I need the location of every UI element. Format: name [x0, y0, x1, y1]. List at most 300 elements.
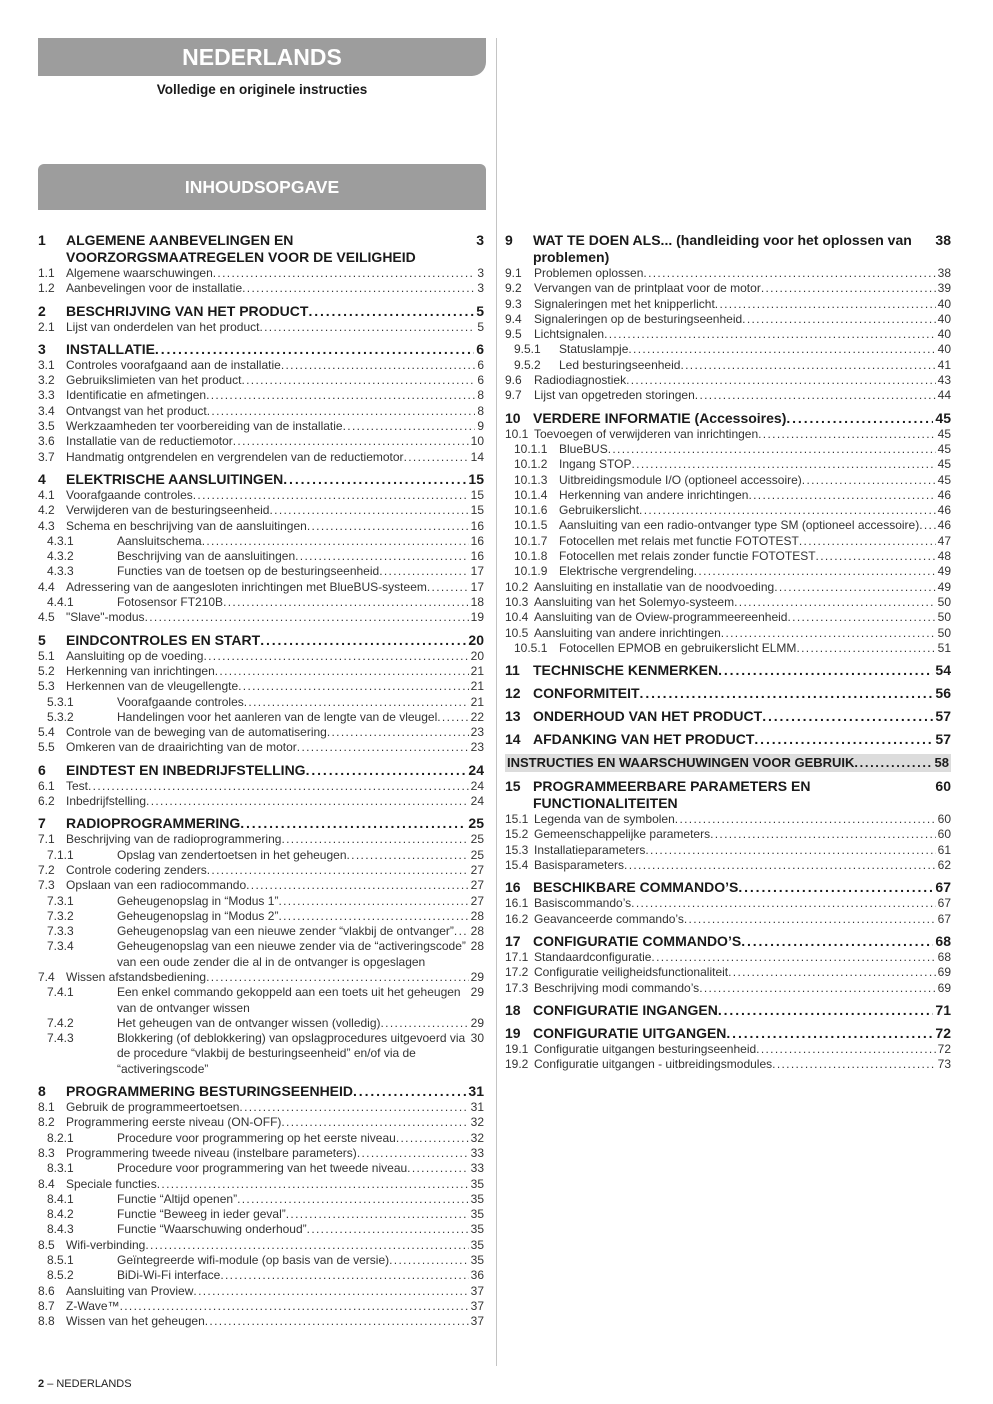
dot-leader — [694, 564, 936, 579]
toc-line — [66, 740, 484, 755]
dot-leader — [799, 534, 936, 549]
dot-leader — [802, 473, 936, 488]
dot-leader — [762, 708, 933, 725]
toc-page-number: 37 — [470, 1314, 484, 1329]
toc-section[interactable] — [38, 815, 484, 1077]
toc-text: CONFORMITEIT — [533, 685, 640, 702]
toc-entry-number: 10.1.8 — [514, 549, 548, 564]
toc-entry[interactable] — [38, 878, 484, 893]
toc-text: Lijst van opgetreden storingen — [534, 388, 695, 403]
toc-entry[interactable] — [505, 858, 951, 873]
toc-entry-number: 7.4.2 — [47, 1015, 74, 1030]
toc-section[interactable] — [505, 685, 951, 702]
toc-text: Gebruikslimieten van het product — [66, 373, 242, 388]
toc-entry-number: 9.4 — [505, 311, 522, 326]
toc-page-number: 3 — [477, 281, 484, 296]
toc-entry[interactable] — [38, 450, 484, 465]
dot-leader — [758, 427, 936, 442]
toc-section-heading[interactable] — [38, 815, 484, 832]
toc-entry[interactable] — [38, 1238, 484, 1253]
toc-page-number: 38 — [937, 266, 951, 280]
toc-entry[interactable] — [38, 1268, 484, 1283]
user-instructions-heading[interactable] — [505, 754, 951, 772]
toc-page-number: 27 — [470, 878, 484, 893]
toc-entry[interactable] — [505, 1042, 951, 1057]
toc-entry-number: 3.7 — [38, 449, 55, 464]
toc-entry[interactable] — [38, 610, 484, 625]
toc-entry[interactable] — [38, 894, 484, 909]
toc-line — [66, 632, 484, 649]
toc-entry[interactable] — [38, 1131, 484, 1146]
toc-text: Identificatie en afmetingen — [66, 388, 207, 403]
toc-entry[interactable] — [38, 1284, 484, 1299]
toc-section-heading[interactable] — [505, 410, 951, 427]
toc-entry[interactable] — [38, 1161, 484, 1176]
dot-leader — [281, 832, 468, 847]
toc-section-heading[interactable] — [38, 341, 484, 358]
toc-line — [66, 303, 484, 320]
toc-right-column — [505, 232, 951, 1078]
toc-page-number: 50 — [937, 610, 951, 625]
toc-page-number: 10 — [470, 434, 484, 449]
toc-entry[interactable] — [505, 373, 951, 388]
toc-text: INSTALLATIE — [66, 340, 155, 357]
toc-page-number: 15 — [470, 487, 484, 502]
toc-section[interactable] — [38, 1083, 484, 1329]
toc-section[interactable] — [505, 1025, 951, 1073]
toc-section[interactable] — [505, 410, 951, 656]
toc-section-heading[interactable] — [505, 662, 951, 679]
toc-text: Installatieparameters — [534, 842, 646, 857]
toc-entry[interactable] — [38, 1207, 484, 1222]
toc-entry-number: 16.2 — [505, 911, 529, 926]
toc-section-heading[interactable] — [505, 933, 951, 950]
toc-section-heading[interactable] — [505, 1025, 951, 1042]
toc-entry-number: 9.7 — [505, 388, 522, 403]
toc-line — [66, 320, 484, 335]
toc-page-number: 50 — [937, 625, 951, 640]
toc-page-number: 40 — [937, 296, 951, 311]
toc-page-number: 45 — [937, 441, 951, 456]
column-divider — [496, 38, 497, 1366]
toc-line — [534, 297, 951, 312]
toc-entry[interactable] — [38, 1016, 484, 1031]
toc-text: Geheugenopslag in “Modus 1” — [117, 893, 279, 908]
toc-text: Handmatig ontgrendelen en vergrendelen van de reductiemotor — [66, 449, 404, 464]
toc-page-number: 35 — [470, 1237, 484, 1252]
toc-text: Aansluiting van Proview — [66, 1283, 194, 1298]
toc-entry[interactable] — [505, 981, 951, 996]
toc-line — [559, 503, 951, 518]
toc-entry[interactable] — [505, 564, 951, 579]
dot-leader — [283, 471, 466, 488]
toc-text: Aanbevelingen voor de installatie — [66, 281, 243, 296]
toc-entry[interactable] — [505, 388, 951, 403]
toc-entry[interactable] — [38, 595, 484, 610]
toc-section-heading[interactable] — [505, 685, 951, 702]
toc-entry-number: 10.1.4 — [514, 487, 548, 502]
toc-line — [66, 580, 484, 595]
toc-page-number: 45 — [937, 426, 951, 441]
toc-entry-number: 9.5.1 — [514, 342, 541, 357]
toc-section[interactable] — [38, 632, 484, 756]
toc-line — [117, 549, 484, 564]
toc-line — [66, 649, 484, 664]
toc-text: CONFIGURATIE COMMANDO’S — [533, 932, 742, 949]
toc-entry-number: 8.5.1 — [47, 1253, 74, 1268]
toc-entry[interactable] — [38, 1031, 484, 1077]
toc-text: Basisparameters — [534, 858, 625, 873]
dot-leader — [632, 457, 936, 472]
dot-leader — [738, 879, 933, 896]
toc-line — [559, 442, 951, 457]
toc-text: Basiscommando’s — [534, 896, 632, 911]
toc-section[interactable] — [505, 1002, 951, 1019]
dot-leader — [203, 649, 468, 664]
toc-text: Handelingen voor het aanleren van de lengte van de vleugel — [117, 709, 438, 724]
toc-section-number: 12 — [505, 685, 521, 702]
toc-entry[interactable] — [505, 488, 951, 503]
toc-entry[interactable] — [505, 518, 951, 533]
toc-section[interactable] — [505, 731, 951, 748]
dot-leader — [239, 1100, 468, 1115]
toc-text: Het geheugen van de ontvanger wissen (volledig) — [117, 1015, 381, 1030]
toc-entry-number: 5.3 — [38, 679, 55, 694]
dot-leader — [772, 1057, 935, 1072]
toc-text: Geheugenopslag in “Modus 2” — [117, 908, 279, 923]
toc-text: Herkenning van andere inrichtingen — [559, 487, 749, 502]
toc-text: Procedure voor programmering op het eerste niveau — [117, 1130, 396, 1145]
toc-page-number: 61 — [937, 842, 951, 857]
toc-line — [559, 358, 951, 373]
toc-entry[interactable] — [38, 779, 484, 794]
toc-text: TECHNISCHE KENMERKEN — [533, 662, 719, 679]
toc-section[interactable] — [38, 471, 484, 626]
toc-entry[interactable] — [38, 388, 484, 403]
toc-page-number: 60 — [937, 812, 951, 827]
toc-line — [534, 388, 951, 403]
toc-page-number: 58 — [934, 755, 949, 771]
toc-entry-number: 3.2 — [38, 373, 55, 388]
toc-page-number: 6 — [476, 340, 484, 357]
toc-entry[interactable] — [505, 281, 951, 296]
toc-section-heading[interactable] — [505, 879, 951, 896]
toc-page-number: 28 — [470, 924, 484, 939]
toc-section-heading[interactable] — [38, 232, 484, 266]
dot-leader — [715, 297, 936, 312]
toc-entry[interactable] — [505, 626, 951, 641]
toc-entry[interactable] — [38, 985, 484, 1016]
toc-entry-number: 7.2 — [38, 862, 55, 877]
dot-leader — [244, 695, 469, 710]
toc-entry[interactable] — [38, 1299, 484, 1314]
toc-text: Procedure voor programmering van het tweede niveau — [117, 1161, 408, 1176]
toc-section-heading[interactable] — [505, 1002, 951, 1019]
toc-section-heading[interactable] — [505, 731, 951, 748]
toc-entry[interactable] — [505, 827, 951, 842]
dot-leader — [120, 1299, 469, 1314]
toc-entry-number: 7.4.3 — [47, 1031, 74, 1046]
toc-entry-number: 8.3 — [38, 1145, 55, 1160]
dot-leader — [675, 812, 936, 827]
toc-page-number: 29 — [470, 985, 484, 1000]
toc-line — [559, 342, 951, 357]
toc-entry[interactable] — [505, 812, 951, 827]
toc-entry[interactable] — [38, 419, 484, 434]
toc-line — [533, 232, 951, 266]
toc-entry[interactable] — [505, 297, 951, 312]
toc-entry-number: 9.6 — [505, 373, 522, 388]
toc-entry[interactable] — [505, 266, 951, 281]
toc-section-heading[interactable] — [505, 232, 951, 266]
toc-entry[interactable] — [38, 1146, 484, 1161]
toc-page-number: 40 — [937, 327, 951, 342]
toc-text: Z-Wave™ — [66, 1298, 120, 1313]
toc-text: BlueBUS — [559, 441, 608, 456]
toc-section[interactable] — [505, 879, 951, 927]
toc-entry-number: 4.2 — [38, 503, 55, 518]
toc-entry[interactable] — [505, 580, 951, 595]
toc-page-number: 67 — [935, 879, 951, 896]
toc-entry[interactable] — [38, 488, 484, 503]
toc-section[interactable] — [505, 933, 951, 996]
toc-text: Toevoegen of verwijderen van inrichtingen — [534, 426, 759, 441]
toc-entry[interactable] — [505, 457, 951, 472]
toc-entry[interactable] — [38, 832, 484, 847]
toc-entry[interactable] — [505, 549, 951, 564]
toc-entry-number: 8.7 — [38, 1298, 55, 1313]
toc-line — [66, 610, 484, 625]
toc-entry[interactable] — [38, 863, 484, 878]
toc-entry[interactable] — [505, 912, 951, 927]
toc-section-heading[interactable] — [505, 778, 951, 812]
toc-text: Fotosensor FT210B — [117, 595, 224, 610]
toc-entry[interactable] — [505, 442, 951, 457]
toc-page-number: 71 — [935, 1001, 951, 1018]
toc-banner — [38, 164, 486, 210]
toc-section[interactable] — [505, 778, 951, 873]
dot-leader — [608, 442, 936, 457]
toc-entry[interactable] — [38, 710, 484, 725]
toc-entry[interactable] — [38, 434, 484, 449]
toc-entry[interactable] — [38, 970, 484, 985]
toc-entry[interactable] — [38, 664, 484, 679]
toc-page-number: 45 — [937, 472, 951, 487]
toc-entry[interactable] — [38, 549, 484, 564]
toc-entry-number: 8.8 — [38, 1314, 55, 1329]
dot-leader — [640, 685, 934, 702]
toc-entry-number: 4.1 — [38, 487, 55, 502]
toc-text: Test — [66, 778, 89, 793]
toc-page-number: 31 — [468, 1083, 484, 1100]
dot-leader — [202, 534, 469, 549]
dot-leader — [756, 1042, 935, 1057]
toc-entry[interactable] — [505, 427, 951, 442]
toc-entry-number: 8.2 — [38, 1115, 55, 1130]
toc-entry[interactable] — [38, 564, 484, 579]
toc-entry[interactable] — [38, 320, 484, 335]
toc-entry-number: 8.5.2 — [47, 1268, 74, 1283]
toc-line — [66, 779, 484, 794]
toc-entry[interactable] — [38, 266, 484, 281]
toc-section-heading[interactable] — [38, 303, 484, 320]
dot-leader — [259, 320, 475, 335]
toc-entry-number: 6.1 — [38, 778, 55, 793]
toc-entry[interactable] — [505, 641, 951, 656]
toc-entry-number: 3.6 — [38, 434, 55, 449]
dot-leader — [193, 1284, 468, 1299]
toc-entry[interactable] — [38, 1192, 484, 1207]
toc-entry[interactable] — [38, 909, 484, 924]
toc-entry[interactable] — [505, 950, 951, 965]
toc-entry[interactable] — [38, 519, 484, 534]
toc-entry-number: 8.2.1 — [47, 1130, 74, 1145]
toc-section-heading[interactable] — [38, 632, 484, 649]
dot-leader — [145, 610, 469, 625]
toc-line — [533, 410, 951, 427]
toc-section[interactable] — [505, 708, 951, 725]
toc-text: ONDERHOUD VAN HET PRODUCT — [533, 708, 763, 725]
toc-entry[interactable] — [38, 534, 484, 549]
toc-section[interactable] — [38, 762, 484, 810]
toc-entry-number: 4.3.1 — [47, 533, 74, 548]
toc-section-number: 7 — [38, 815, 46, 832]
dot-leader — [205, 1314, 469, 1329]
toc-entry-number: 5.5 — [38, 740, 55, 755]
toc-section-heading[interactable] — [38, 471, 484, 488]
dot-leader — [260, 632, 466, 649]
toc-entry-number: 8.4.2 — [47, 1207, 74, 1222]
toc-page-number: 5 — [477, 319, 484, 334]
toc-entry[interactable] — [505, 312, 951, 327]
toc-section-heading[interactable] — [38, 1083, 484, 1100]
dot-leader — [207, 863, 469, 878]
dot-leader — [454, 924, 469, 939]
toc-entry[interactable] — [505, 358, 951, 373]
toc-entry[interactable] — [38, 924, 484, 939]
toc-line — [66, 503, 484, 518]
toc-line — [534, 843, 951, 858]
toc-section[interactable] — [505, 232, 951, 404]
toc-text: Omkeren van de draairichting van de motor — [66, 740, 297, 755]
toc-page-number: 25 — [470, 832, 484, 847]
toc-left-column — [38, 232, 484, 1336]
toc-entry[interactable] — [38, 939, 484, 970]
toc-line — [66, 358, 484, 373]
toc-entry[interactable] — [505, 595, 951, 610]
toc-entry[interactable] — [38, 281, 484, 296]
dot-leader — [381, 1016, 469, 1031]
dot-leader — [645, 843, 935, 858]
toc-entry[interactable] — [505, 327, 951, 342]
toc-line — [534, 950, 951, 965]
toc-page-number: 36 — [470, 1268, 484, 1283]
toc-entry[interactable] — [505, 473, 951, 488]
toc-entry[interactable] — [38, 1314, 484, 1329]
toc-entry[interactable] — [38, 580, 484, 595]
toc-line — [117, 1192, 484, 1207]
toc-entry-number: 7.3.3 — [47, 924, 74, 939]
toc-page-number: 28 — [470, 908, 484, 923]
dot-leader — [206, 970, 469, 985]
toc-line — [117, 1207, 484, 1222]
dot-leader — [854, 754, 932, 772]
toc-entry[interactable] — [38, 373, 484, 388]
toc-text: Gemeenschappelijke parameters — [534, 827, 711, 842]
dot-leader — [307, 1222, 469, 1237]
toc-section-heading[interactable] — [505, 708, 951, 725]
toc-line — [559, 473, 951, 488]
toc-section-heading[interactable] — [38, 762, 484, 779]
toc-entry[interactable] — [505, 342, 951, 357]
toc-line — [66, 388, 484, 403]
toc-line — [559, 534, 951, 549]
toc-page-number: 46 — [937, 518, 951, 533]
toc-entry[interactable] — [505, 1057, 951, 1072]
toc-entry[interactable] — [38, 848, 484, 863]
dot-leader — [327, 725, 469, 740]
dot-leader — [427, 580, 469, 595]
dot-leader — [88, 779, 469, 794]
toc-entry[interactable] — [38, 695, 484, 710]
toc-entry[interactable] — [38, 1177, 484, 1192]
toc-entry-number: 9.2 — [505, 281, 522, 296]
toc-entry[interactable] — [505, 965, 951, 980]
toc-entry[interactable] — [38, 725, 484, 740]
toc-entry[interactable] — [38, 404, 484, 419]
toc-entry[interactable] — [505, 534, 951, 549]
toc-entry[interactable] — [38, 1222, 484, 1237]
toc-entry[interactable] — [38, 1253, 484, 1268]
toc-entry[interactable] — [38, 1100, 484, 1115]
toc-text: ELEKTRISCHE AANSLUITINGEN — [66, 470, 284, 487]
toc-entry[interactable] — [38, 794, 484, 809]
toc-page-number: 68 — [937, 949, 951, 964]
toc-text: ALGEMENE AANBEVELINGEN EN VOORZORGSMAATREGELEN VOOR DE VEILIGHEID — [66, 232, 416, 265]
toc-section-number: 16 — [505, 879, 521, 896]
toc-section[interactable] — [38, 232, 484, 297]
toc-section[interactable] — [505, 662, 951, 679]
toc-entry[interactable] — [505, 610, 951, 625]
toc-entry[interactable] — [38, 1115, 484, 1130]
toc-section[interactable] — [38, 303, 484, 335]
toc-entry[interactable] — [505, 896, 951, 911]
toc-page-number: 50 — [937, 594, 951, 609]
toc-line — [559, 564, 951, 579]
toc-page-number: 56 — [935, 685, 951, 702]
toc-text: Statuslampje — [559, 342, 629, 357]
toc-line — [559, 488, 951, 503]
dot-leader — [213, 266, 476, 281]
toc-entry[interactable] — [505, 503, 951, 518]
toc-entry[interactable] — [38, 649, 484, 664]
toc-page-number: 35 — [470, 1176, 484, 1191]
dot-leader — [240, 815, 466, 832]
toc-page-number: 69 — [937, 965, 951, 980]
toc-entry[interactable] — [38, 740, 484, 755]
toc-line — [534, 1042, 951, 1057]
toc-text: Blokkering (of deblokkering) van opslagprocedures uitgevoerd via de procedure “vlakbij de besturingseenheid” en/of via de “activeringscode” — [117, 1031, 466, 1076]
toc-page-number: 14 — [470, 449, 484, 464]
toc-line — [66, 488, 484, 503]
toc-section[interactable] — [38, 341, 484, 465]
toc-entry[interactable] — [38, 358, 484, 373]
toc-entry[interactable] — [505, 843, 951, 858]
toc-entry[interactable] — [38, 679, 484, 694]
toc-page-number: 15 — [468, 470, 484, 487]
toc-entry[interactable] — [38, 503, 484, 518]
toc-text: Aansluiting van een radio-ontvanger type SM (optioneel accessoire) — [559, 518, 920, 533]
